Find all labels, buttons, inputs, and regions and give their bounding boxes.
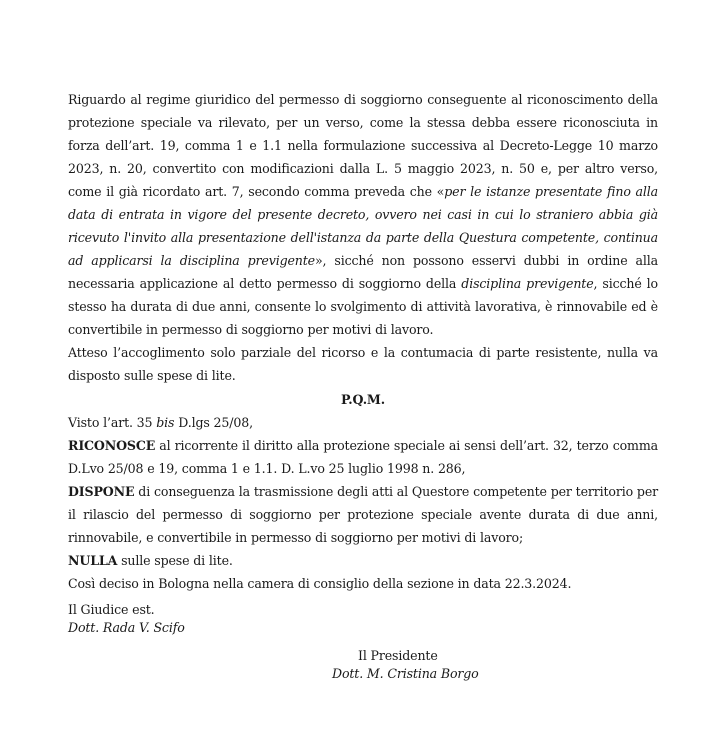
dispone-keyword: DISPONE: [68, 484, 135, 499]
riconosce-keyword: RICONOSCE: [68, 438, 156, 453]
visto-line: [68, 411, 658, 434]
president-signature: [68, 647, 658, 683]
deciso-line: Così deciso in Bologna nella camera di consiglio della sezione in data 22.3.2024.: [68, 576, 572, 591]
nulla-clause: [68, 549, 658, 572]
paragraph-costs: Atteso l’accoglimento solo parziale del ricorso e la contumacia di parte resistente, nulla va disposto sulle spese di lite.: [68, 345, 658, 383]
visto-text: Visto l’art. 35: [68, 415, 157, 430]
riconosce-clause: [68, 434, 658, 480]
paragraph-text: Riguardo al regime giuridico del permesso di soggiorno conseguente al riconoscimento della protezione speciale va rilevato, per un verso, come la stessa debba essere riconosciuta in forza dell’art. 19, comma 1 e 1.1 nella formulazione successiva al Decreto-Legge 10 marzo 2023, n. 20, convertito con modificazioni dalla L. 5 maggio 2023, n. 50 e, per altro verso, come il già ricordato art. 7, secondo comma preveda che «: [68, 92, 658, 199]
president-label: Il Presidente: [358, 648, 438, 663]
president-name: [332, 665, 658, 683]
visto-emphasis: bis: [156, 415, 175, 430]
president-name-text: Dott. M. Cristina Borgo: [332, 666, 479, 681]
paragraph-legal-regime: [68, 88, 658, 341]
quoted-norm: per le istanze presentate fino alla data di entrata in vigore del presente decreto, ovvero nei casi in cui lo straniero abbia già ricevuto l'invito alla presentazione dell'istanza da parte della Questura competente, continua ad applicarsi la disciplina previgente: [68, 184, 658, 268]
judge-name-text: Dott. Rada V. Scifo: [68, 620, 185, 635]
nulla-text: sulle spese di lite.: [117, 553, 233, 568]
dispone-text: di conseguenza la trasmissione degli atti al Questore competente per territorio per il rilascio del permesso di soggiorno per protezione speciale avente durata di due anni, rinnovabile, e convertibile in permesso di soggiorno per motivi di lavoro;: [68, 484, 658, 545]
document-body: [68, 88, 658, 683]
emphasis-text: disciplina previgente: [461, 276, 594, 291]
visto-text-end: D.lgs 25/08,: [174, 415, 253, 430]
riconosce-text: al ricorrente il diritto alla protezione speciale ai sensi dell’art. 32, terzo comma D.Lvo 25/08 e 19, comma 1 e 1.1. D. L.vo 25 luglio 1998 n. 286,: [68, 438, 658, 476]
judge-signature: [68, 601, 658, 637]
dispone-clause: [68, 480, 658, 549]
nulla-keyword: NULLA: [68, 553, 118, 568]
judge-name: [68, 619, 658, 637]
pqm-heading: P.Q.M.: [341, 392, 385, 407]
paragraph-text: , sicché lo stesso ha durata di due anni, consente lo svolgimento di attività lavorativa, è rinnovabile ed è convertibile in permesso di soggiorno per motivi di lavoro.: [68, 276, 658, 337]
paragraph-text: », sicché non possono esservi dubbi in ordine alla necessaria applicazione al detto permesso di soggiorno della: [68, 253, 658, 291]
judge-label: Il Giudice est.: [68, 602, 155, 617]
